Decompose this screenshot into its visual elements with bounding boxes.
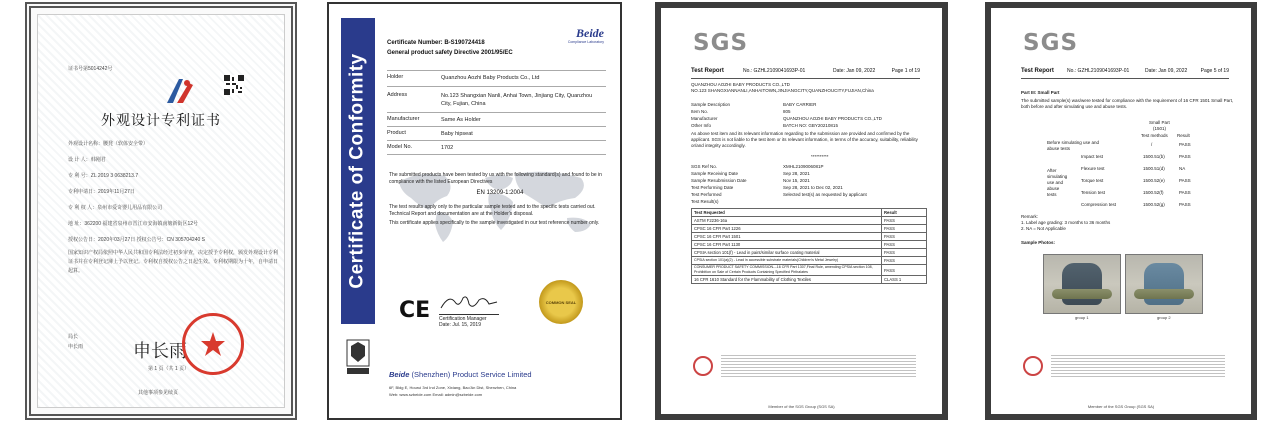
field-value: Same As Holder xyxy=(441,117,481,123)
cnipa-logo-icon xyxy=(163,75,199,107)
patent-sig-role: 申长雨 xyxy=(68,344,84,350)
detail-label: Sample Receiving Date xyxy=(691,171,739,176)
detail-value: Nov 15, 2021 xyxy=(783,178,810,183)
table-row: CONSUMER PRODUCT SAFETY COMMISSION---16 CFR Part 1307,Final Rule, amending CPSIA section 108, Prohibition on Sale of Certain Products Containing Specified Phthalates PASS xyxy=(692,265,927,276)
sample-photo-group-1 xyxy=(1043,254,1121,314)
table-row: CPSIA section 101(f) - Lead in paint/similar surface coating material PASS xyxy=(692,249,927,257)
sgs-fine-print xyxy=(1051,355,1225,377)
patent-cert-no: 证书号第5014242号 xyxy=(68,66,113,72)
field-value: 1702 xyxy=(441,145,454,151)
photo-caption: group 1 xyxy=(1075,315,1089,320)
sgs1-results-table xyxy=(691,208,927,284)
sgs-report-page-5 xyxy=(985,2,1257,420)
field-label: Product xyxy=(387,130,406,136)
table-header: Test Requested xyxy=(692,209,882,217)
col-header: (1501) xyxy=(1153,126,1167,131)
conformity-directive: General product safety Directive 2001/95/EC xyxy=(387,50,513,56)
patent-red-seal-icon xyxy=(182,313,244,375)
patent-paragraph: 国家知识产权局依照中华人民共和国专利法经过初步审查，决定授予专利权，颁发外观设计专利证书并在专利登记簿上予以登记。专利权自授权公告之日起生效。专利权期限为十年，自申请日起算。 xyxy=(68,250,279,274)
info-value: BABY CARRIER xyxy=(783,102,817,107)
royal-crest-icon xyxy=(345,338,371,376)
row-group: Before simulating use and abuse tests xyxy=(1047,140,1100,151)
info-label: Item No. xyxy=(691,109,709,114)
col-header: Result xyxy=(1177,133,1190,138)
col-header: Small Part xyxy=(1149,120,1170,125)
row-method: / xyxy=(1151,142,1153,147)
info-value: BATCH NO: GBY20210815 xyxy=(783,123,838,128)
table-row: CPSC 16 CFR Part 1130 PASS xyxy=(692,241,927,249)
gold-common-seal: COMMON SEAL xyxy=(539,280,583,324)
beide-logo: Beide xyxy=(576,26,604,40)
row-result: PASS xyxy=(1179,190,1191,195)
table-row: 16 CFR 1610 Standard for the Flammability of Clothing Textiles CLASS 1 xyxy=(692,276,927,284)
sgs2-footer: Member of the SGS Group (SGS SA) xyxy=(1087,404,1155,409)
sgs-red-stamp-icon xyxy=(693,356,713,376)
row-test: Impact test xyxy=(1081,154,1104,159)
sgs-red-stamp-icon xyxy=(1023,356,1043,376)
row-result: PASS xyxy=(1179,142,1191,147)
remark-item: 1. Label age grading: 3 months to 36 months xyxy=(1021,220,1111,225)
row-result: PASS xyxy=(1179,178,1191,183)
col-header: Test methods xyxy=(1141,133,1168,138)
table-header-row xyxy=(692,209,927,217)
patent-certificate xyxy=(25,2,297,420)
sgs2-header-line: Test Report No.: GZHL2109041693P-01 Date: Jan 09, 2022 Page 5 of 19 xyxy=(1021,68,1229,74)
patent-row: 设 计 人：韩刚君 xyxy=(68,157,106,163)
conformity-intro: The submitted products have been tested by us with the following standard(s) and found to be in compliance with the listed European Directives xyxy=(389,172,602,185)
patent-row: 授权公告日：2020年03月27日 授权公告号：CN 305704240 S xyxy=(68,237,205,243)
patent-row: 专 利 号：ZL 2019 3 0638213.7 xyxy=(68,173,139,179)
info-value: 805 xyxy=(783,109,791,114)
field-label: Address xyxy=(387,92,408,98)
sgs1-address: NO.123 SHANGXIANNANLI,ANHAITOWN,JINJIANGCITY,QUANZHOUCITY,FUJIAN,China xyxy=(691,88,874,93)
table-row: CPSIA section 101(a)(2) - Lead in accessible substrate materials(Children's Metal Jewelry) PASS xyxy=(692,257,927,265)
row-method: 1500.52(e) xyxy=(1143,178,1165,183)
detail-value: Sep 28, 2021 xyxy=(783,171,810,176)
conformity-cert-number: Certificate Number: B-S190724418 xyxy=(387,40,485,46)
patent-page-label: 第 1 页（共 1 页） xyxy=(148,366,190,372)
detail-label: Sample Resubmission Date xyxy=(691,178,747,183)
photos-title: Sample Photos: xyxy=(1021,240,1056,245)
qr-code-icon xyxy=(224,75,244,95)
row-test: Flexure test xyxy=(1081,166,1105,171)
row-test: Torque test xyxy=(1081,178,1104,183)
sample-photo-group-2 xyxy=(1125,254,1203,314)
patent-row: 专利申请日：2019年11月27日 xyxy=(68,189,135,195)
field-label: Manufacturer xyxy=(387,116,420,122)
info-label: Manufacturer xyxy=(691,116,718,121)
detail-label: Test Performing Date xyxy=(691,185,734,190)
row-result: NA xyxy=(1179,166,1186,171)
patent-signature: 申长雨 xyxy=(133,341,187,362)
sgs1-footer: Member of the SGS Group (SGS SA) xyxy=(768,404,835,409)
table-header: Result xyxy=(882,209,927,217)
field-value: Quanzhou Aozhi Baby Products Co., Ltd xyxy=(441,75,540,81)
info-value: QUANZHOU AOZHI BABY PRODUCTS CO.,LTD xyxy=(783,116,882,121)
patent-row: 外观设计名称：腰凳（软体安全带） xyxy=(68,141,149,147)
patent-footer: 其他事项参见续页 xyxy=(138,390,179,396)
row-method: 1500.52(g) xyxy=(1143,202,1165,207)
patent-title: 外观设计专利证书 xyxy=(101,113,221,129)
detail-value: Sep 28, 2021 to Dec 02, 2021 xyxy=(783,185,843,190)
sgs-report-page-1 xyxy=(655,2,948,420)
sgs-logo: SGS xyxy=(693,30,749,56)
conformity-standard: EN 13209-1:2004 xyxy=(476,190,524,196)
row-method: 1500.51(b) xyxy=(1143,154,1165,159)
sgs2-part-title: Part III: Small Part xyxy=(1021,90,1060,95)
info-label: Sample Description xyxy=(691,102,731,107)
row-test: Tension test xyxy=(1081,190,1106,195)
patent-row: 专 利 权 人：泉州市爱奇婴儿用品有限公司 xyxy=(68,205,163,211)
table-row: CPSC 16 CFR Part 1501 PASS xyxy=(692,233,927,241)
conformity-footer-contact: Web: www.szbeide.com Email: admin@szbeide.com xyxy=(389,392,483,397)
remarks-title: Remark: xyxy=(1021,214,1039,219)
info-label: Other Info xyxy=(691,123,712,128)
row-method: 1500.51(d) xyxy=(1143,166,1165,171)
field-value: No.123 Shangxian Nanli, Anhai Town, Jinjiang City, Quanzhou City, Fujian, China xyxy=(441,93,593,107)
table-row: CPSC 16 CFR Part 1226 PASS xyxy=(692,225,927,233)
conformity-vertical-title: Certificate of Conformity xyxy=(347,53,368,289)
table-row: ASTM F2236-16a PASS xyxy=(692,217,927,225)
remark-item: 2. NA = Not Applicable xyxy=(1021,226,1066,231)
patent-row: 地 址：362200 福建省泉州市晋江市安海镇南塘新街区12号 xyxy=(68,221,199,227)
conformity-results: The test results apply only to the particular sample tested and to the specific tests carried out. Technical Report and documentation are at the Holder's disposal. xyxy=(389,204,596,217)
conformity-certificate xyxy=(327,2,622,420)
field-value: Baby hipseat xyxy=(441,131,473,137)
detail-label: SGS Ref No. xyxy=(691,164,718,169)
conformity-footer-brand: Beide (Shenzhen) Product Service Limited xyxy=(389,370,532,379)
patent-paper xyxy=(37,14,285,408)
ce-mark: CE xyxy=(399,298,431,323)
manager-label: Certification Manager xyxy=(439,314,499,322)
sgs-logo: SGS xyxy=(1023,30,1079,56)
detail-label: Test Result(s) xyxy=(691,199,719,204)
row-test: Compression test xyxy=(1081,202,1117,207)
detail-value: XMHL2109006081P xyxy=(783,164,824,169)
field-label: Model No. xyxy=(387,144,413,150)
sgs1-company: QUANZHOU AOZHI BABY PRODUCTS CO.,LTD xyxy=(691,82,790,87)
field-label: Holder xyxy=(387,74,404,80)
patent-sig-role: 局长 xyxy=(68,334,79,340)
photo-caption: group 2 xyxy=(1157,315,1171,320)
row-result: PASS xyxy=(1179,154,1191,159)
beide-logo-sub: Compliance Laboratory xyxy=(567,40,604,44)
row-group: After simulating use and abuse tests xyxy=(1047,168,1068,197)
row-method: 1500.52(f) xyxy=(1143,190,1164,195)
conformity-date: Date: Jul. 15, 2019 xyxy=(439,322,481,328)
conformity-footer-address: 6F, Bldg E, Hourui 3rd Ind Zone, Xixiang, Bao'An Dist, Shenzhen, China xyxy=(389,385,517,390)
conformity-validity: This certificate applies specifically to the sample investigated in our test reference number only. xyxy=(389,220,600,226)
sgs1-header-line: Test Report No.: GZHL2109041693P-01 Date: Jan 09, 2022 Page 1 of 19 xyxy=(691,68,920,74)
sgs2-intro: The submitted sample(s) was/were tested for compliance with the requirement of 16 CFR 1501 Small Part, both before and after simulating use and abuse tests. xyxy=(1021,98,1234,109)
manager-signature-icon xyxy=(439,292,499,312)
detail-value: Selected test(s) as requested by applicant xyxy=(783,192,867,197)
sgs1-statement: As above test item and its relevant information regarding to the submission are provided and confirmed by the applicant. SGS is not liable to the test item or its relevant information, in terms of the accuracy, suitability, reliability or/and integrity accordingly. xyxy=(691,131,918,148)
sgs1-separator: ********** xyxy=(811,154,829,159)
row-result: PASS xyxy=(1179,202,1191,207)
detail-label: Test Performed xyxy=(691,192,722,197)
sgs-fine-print xyxy=(721,355,916,377)
